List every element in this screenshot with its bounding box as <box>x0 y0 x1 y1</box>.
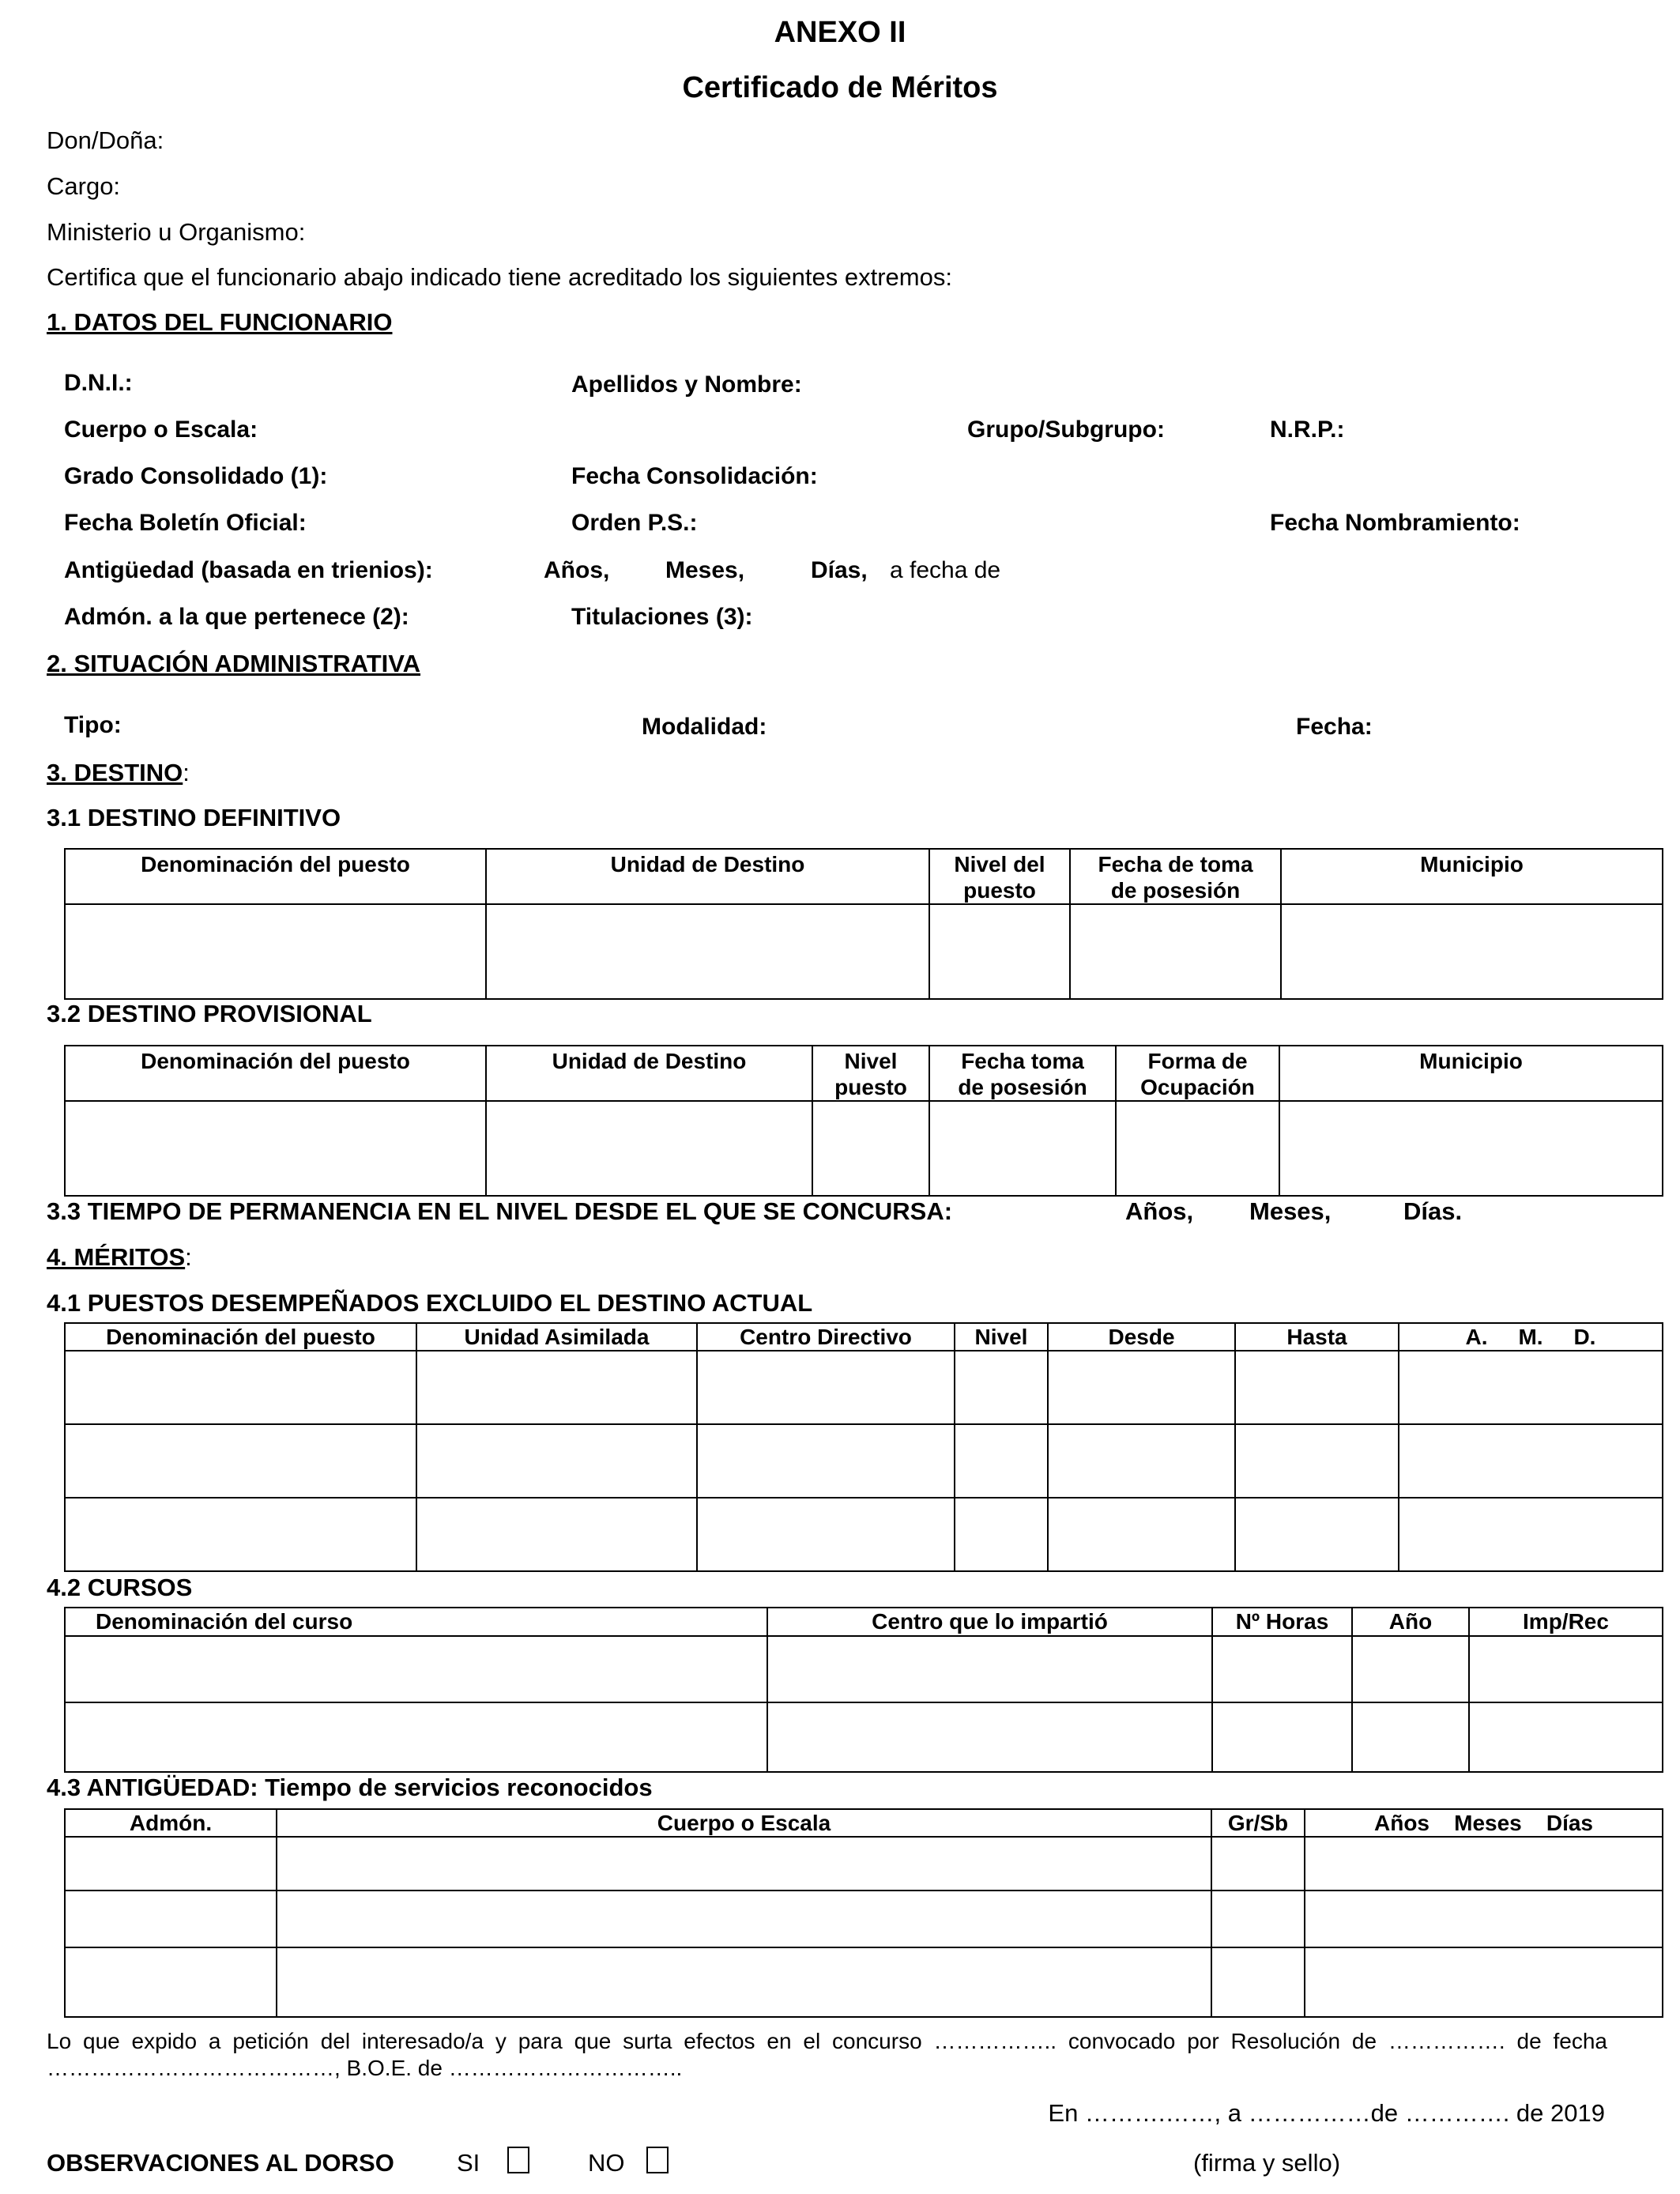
table-cell[interactable] <box>65 1891 277 1947</box>
table-cell[interactable] <box>812 1101 929 1196</box>
column-header: Años Meses Días <box>1305 1809 1663 1837</box>
section-3-2-title: 3.2 DESTINO PROVISIONAL <box>47 1000 372 1027</box>
column-header: Centro Directivo <box>697 1323 955 1351</box>
table-cell[interactable] <box>1281 904 1663 999</box>
table-cell[interactable] <box>1305 1837 1663 1891</box>
closing-statement-line-1: Lo que expido a petición del interesado/a y para que surta efectos en el concurso …………….. convocado por Resolución de ……………. de fecha <box>47 2029 1607 2053</box>
table-cell[interactable] <box>65 1702 767 1772</box>
table-cell[interactable] <box>929 1101 1116 1196</box>
type-label: Tipo: <box>64 712 122 738</box>
table-cell[interactable] <box>277 1837 1211 1891</box>
table-row <box>65 1636 1663 1702</box>
table-cell[interactable] <box>65 1351 416 1424</box>
section-2-title: 2. SITUACIÓN ADMINISTRATIVA <box>47 650 421 677</box>
section-4-1-title: 4.1 PUESTOS DESEMPEÑADOS EXCLUIDO EL DESTINO ACTUAL <box>47 1289 813 1317</box>
seniority-years: Años, <box>544 557 610 583</box>
column-header: A. M. D. <box>1399 1323 1663 1351</box>
column-header: Gr/Sb <box>1211 1809 1305 1837</box>
section-4-2-title: 4.2 CURSOS <box>47 1574 193 1601</box>
table-cell[interactable] <box>1235 1351 1399 1424</box>
column-header: Nivel puesto <box>812 1046 929 1101</box>
table-cell[interactable] <box>697 1351 955 1424</box>
table-cell[interactable] <box>1212 1702 1352 1772</box>
seniority-days: Días, <box>811 557 868 583</box>
table-cell[interactable] <box>486 904 929 999</box>
table-row <box>65 1498 1663 1571</box>
bulletin-date-label: Fecha Boletín Oficial: <box>64 510 307 536</box>
table-cell[interactable] <box>1352 1702 1469 1772</box>
ministry-label: Ministerio u Organismo: <box>47 218 306 246</box>
column-header: Nivel del puesto <box>929 849 1070 904</box>
annex-title: ANEXO II <box>774 16 906 49</box>
table-row <box>65 1351 1663 1424</box>
definitive-destination-table <box>64 848 1663 1000</box>
table-cell[interactable] <box>1399 1424 1663 1498</box>
table-cell[interactable] <box>65 1424 416 1498</box>
column-header: Cuerpo o Escala <box>277 1809 1211 1837</box>
section-4-colon: : <box>185 1243 192 1271</box>
table-cell[interactable] <box>1352 1636 1469 1702</box>
permanence-days: Días. <box>1403 1197 1463 1225</box>
signature-label: (firma y sello) <box>1193 2149 1341 2177</box>
column-header: Forma de Ocupación <box>1116 1046 1279 1101</box>
table-cell[interactable] <box>767 1702 1212 1772</box>
table-cell[interactable] <box>65 1498 416 1571</box>
seniority-label: Antigüedad (basada en trienios): <box>64 557 433 583</box>
table-cell[interactable] <box>65 1837 277 1891</box>
certify-statement: Certifica que el funcionario abajo indicado tiene acreditado los siguientes extremos: <box>47 263 952 291</box>
table-cell[interactable] <box>767 1636 1212 1702</box>
column-header: Municipio <box>1281 849 1663 904</box>
column-header: Denominación del puesto <box>65 849 486 904</box>
table-cell[interactable] <box>65 1101 486 1196</box>
table-cell[interactable] <box>1116 1101 1279 1196</box>
column-header: Unidad de Destino <box>486 849 929 904</box>
table-cell[interactable] <box>955 1424 1048 1498</box>
observations-yes-label: SI <box>457 2149 480 2177</box>
table-cell[interactable] <box>1235 1498 1399 1571</box>
seniority-months: Meses, <box>665 557 745 583</box>
place-and-date: En ……….……, a ……………de …………. de 2019 <box>1048 2099 1605 2127</box>
column-header: Desde <box>1048 1323 1235 1351</box>
date-label: Fecha: <box>1296 714 1373 740</box>
table-cell[interactable] <box>65 1636 767 1702</box>
degrees-label: Titulaciones (3): <box>571 604 753 630</box>
table-row <box>65 1702 1663 1772</box>
corps-label: Cuerpo o Escala: <box>64 417 258 443</box>
table-cell[interactable] <box>1048 1498 1235 1571</box>
column-header: Denominación del curso <box>65 1608 767 1636</box>
permanence-months: Meses, <box>1249 1197 1332 1225</box>
section-3-1-title: 3.1 DESTINO DEFINITIVO <box>47 804 341 831</box>
column-header: Imp/Rec <box>1469 1608 1663 1636</box>
names-label: Apellidos y Nombre: <box>571 371 802 398</box>
table-cell[interactable] <box>1212 1636 1352 1702</box>
table-cell[interactable] <box>1305 1947 1663 2017</box>
table-cell[interactable] <box>416 1424 697 1498</box>
table-row <box>65 1101 1663 1196</box>
table-cell[interactable] <box>1048 1351 1235 1424</box>
table-cell[interactable] <box>277 1947 1211 2017</box>
column-header: Denominación del puesto <box>65 1323 416 1351</box>
table-cell[interactable] <box>955 1351 1048 1424</box>
column-header: Año <box>1352 1608 1469 1636</box>
section-3-title-text: 3. DESTINO <box>47 759 183 786</box>
section-3-colon: : <box>183 759 190 786</box>
seniority-services-table <box>64 1808 1663 2018</box>
table-cell[interactable] <box>1048 1424 1235 1498</box>
section-1-title: 1. DATOS DEL FUNCIONARIO <box>47 308 393 336</box>
table-cell[interactable] <box>1399 1351 1663 1424</box>
table-cell[interactable] <box>486 1101 812 1196</box>
table-cell[interactable] <box>1469 1702 1663 1772</box>
observations-yes-checkbox[interactable] <box>507 2147 529 2173</box>
table-row <box>65 1837 1663 1891</box>
grade-date-label: Fecha Consolidación: <box>571 463 818 489</box>
table-cell[interactable] <box>697 1498 955 1571</box>
section-3-title <box>47 759 190 787</box>
table-row <box>65 1424 1663 1498</box>
table-row <box>65 904 1663 999</box>
as-of-date-label: a fecha de <box>890 557 1001 583</box>
observations-no-checkbox[interactable] <box>646 2147 669 2173</box>
closing-statement-line-2: …………………………………, B.O.E. de ………………………….. <box>47 2056 683 2080</box>
provisional-destination-table <box>64 1045 1663 1197</box>
table-cell[interactable] <box>1399 1498 1663 1571</box>
name-label: Don/Doña: <box>47 126 164 154</box>
column-header: Nivel <box>955 1323 1048 1351</box>
column-header: Denominación del puesto <box>65 1046 486 1101</box>
document-title: Certificado de Méritos <box>682 71 998 104</box>
table-cell[interactable] <box>1305 1891 1663 1947</box>
table-cell[interactable] <box>1211 1891 1305 1947</box>
table-cell[interactable] <box>416 1498 697 1571</box>
table-cell[interactable] <box>277 1891 1211 1947</box>
table-cell[interactable] <box>65 1947 277 2017</box>
courses-table <box>64 1607 1663 1773</box>
column-header: Fecha toma de posesión <box>929 1046 1116 1101</box>
table-cell[interactable] <box>1235 1424 1399 1498</box>
column-header: Fecha de toma de posesión <box>1070 849 1281 904</box>
table-cell[interactable] <box>1211 1947 1305 2017</box>
section-3-3-title: 3.3 TIEMPO DE PERMANENCIA EN EL NIVEL DESDE EL QUE SE CONCURSA: <box>47 1197 953 1225</box>
column-header: Centro que lo impartió <box>767 1608 1212 1636</box>
observations-label: OBSERVACIONES AL DORSO <box>47 2149 394 2177</box>
table-cell[interactable] <box>929 904 1070 999</box>
permanence-years: Años, <box>1125 1197 1194 1225</box>
column-header: Unidad Asimilada <box>416 1323 697 1351</box>
column-header: Hasta <box>1235 1323 1399 1351</box>
section-4-3-title: 4.3 ANTIGÜEDAD: Tiempo de servicios reconocidos <box>47 1774 653 1801</box>
grade-label: Grado Consolidado (1): <box>64 463 328 489</box>
column-header: Unidad de Destino <box>486 1046 812 1101</box>
mode-label: Modalidad: <box>642 714 767 740</box>
table-cell[interactable] <box>1279 1101 1663 1196</box>
previous-positions-table <box>64 1322 1663 1572</box>
table-cell[interactable] <box>697 1424 955 1498</box>
table-row <box>65 1947 1663 2017</box>
table-cell[interactable] <box>1469 1636 1663 1702</box>
table-cell[interactable] <box>416 1351 697 1424</box>
table-cell[interactable] <box>1211 1837 1305 1891</box>
admin-label: Admón. a la que pertenece (2): <box>64 604 409 630</box>
section-4-title <box>47 1243 192 1272</box>
table-cell[interactable] <box>1070 904 1281 999</box>
position-label: Cargo: <box>47 172 121 200</box>
dni-label: D.N.I.: <box>64 370 133 396</box>
appointment-date-label: Fecha Nombramiento: <box>1270 510 1520 536</box>
nrp-label: N.R.P.: <box>1270 417 1345 443</box>
order-label: Orden P.S.: <box>571 510 698 536</box>
column-header: Admón. <box>65 1809 277 1837</box>
table-cell[interactable] <box>65 904 486 999</box>
group-label: Grupo/Subgrupo: <box>967 417 1165 443</box>
table-cell[interactable] <box>955 1498 1048 1571</box>
table-row <box>65 1891 1663 1947</box>
column-header: Municipio <box>1279 1046 1663 1101</box>
section-4-title-text: 4. MÉRITOS <box>47 1243 186 1271</box>
column-header: Nº Horas <box>1212 1608 1352 1636</box>
observations-no-label: NO <box>588 2149 625 2177</box>
